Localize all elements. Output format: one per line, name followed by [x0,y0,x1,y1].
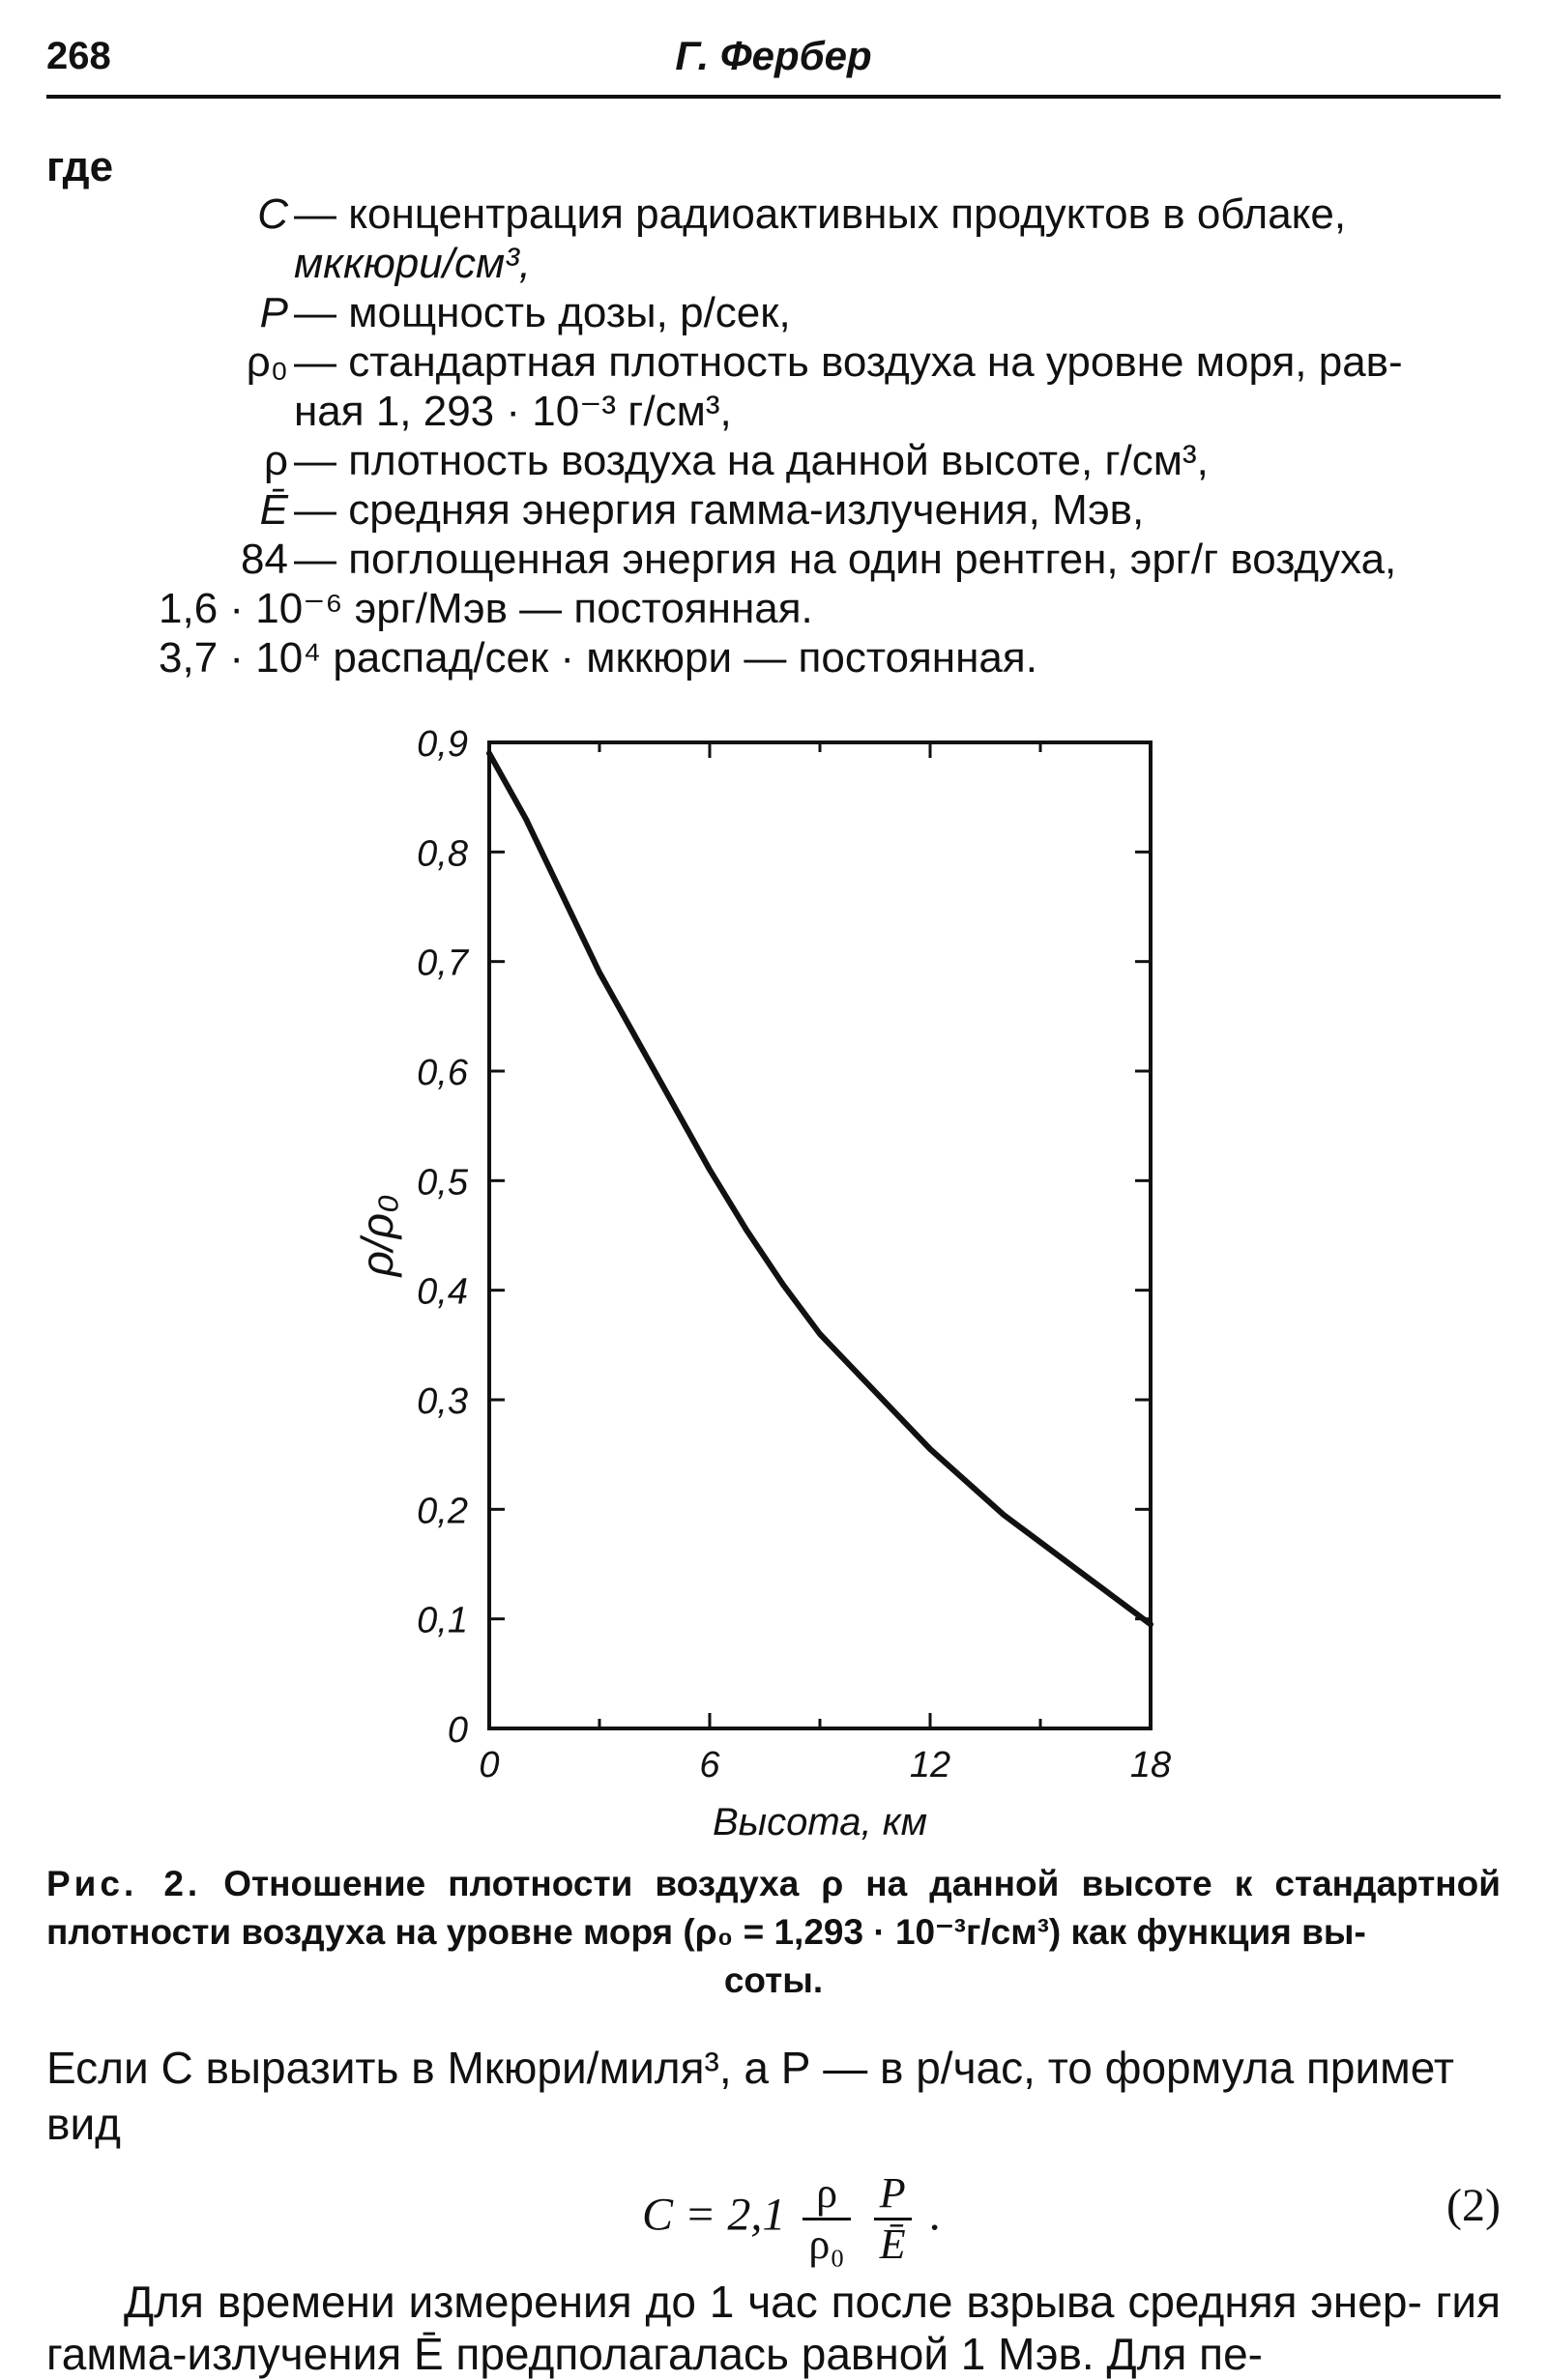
definition-text: — мощность дозы, р/сек, [294,289,791,336]
figure-caption [46,1860,1501,2005]
equation-tail: . [928,2189,941,2241]
y-tick-label: 0,6 [417,1053,468,1093]
definition-symbol: Ē [259,486,288,534]
equation [46,2146,1501,2268]
y-axis-label: ρ/ρ₀ [352,1194,402,1277]
definition-item [145,485,1501,535]
x-tick-label: 18 [1129,1745,1172,1785]
fraction-denominator: Ē [879,2220,906,2268]
x-tick-label: 6 [699,1745,720,1785]
y-tick-label: 0 [447,1710,468,1751]
running-header [46,29,1501,99]
definition-continuation: ная 1, 293 · 10⁻³ г/см³, [294,388,732,435]
caption-text: Отношение плотности воздуха ρ на данной высоте к стандартной плотности воздуха на уровне моря (ρ₀ = 1,293 · 10⁻³г/см³) как функция вы- [46,1864,1501,1952]
y-tick-label: 0,3 [417,1381,468,1422]
definition-text: — поглощенная энергия на один рентген, эрг/г воздуха, [294,536,1397,583]
definition-item [145,535,1501,584]
definition-item [145,436,1501,485]
intro-word: где [46,143,114,190]
y-tick-label: 0,4 [417,1271,468,1313]
definition-item [145,189,1501,288]
definition-text: — средняя энергия гамма-излучения, Мэв, [294,486,1145,534]
definition-item [145,288,1501,337]
definition-continuation: мккюри/см³, [294,240,532,287]
definition-list [145,189,1501,682]
definition-text: — концентрация радиоактивных продуктов в облаке, [294,190,1347,238]
y-tick-label: 0,8 [417,833,468,875]
y-tick-label: 0,7 [417,943,468,984]
y-tick-label: 0,2 [417,1491,468,1532]
definition-text: — стандартная плотность воздуха на уровне моря, рав- [294,338,1403,386]
y-tick-label: 0,1 [417,1600,468,1641]
fraction-denominator: ρ₀ [808,2220,845,2268]
definition-symbol: Р [259,289,288,336]
fraction-numerator: ρ [803,2169,850,2220]
page-number: 268 [46,35,111,77]
density-ratio-chart [309,723,1218,1844]
fraction-numerator: Р [874,2169,912,2220]
definition-symbol: С [257,190,288,238]
constant-line: 3,7 · 10⁴ распад/сек · мккюри — постоянная. [159,634,1037,682]
definition-item [145,337,1501,436]
definition-symbol: ρ [263,437,288,484]
equation-lhs: С = 2,1 [642,2189,786,2241]
x-tick-label: 12 [909,1745,951,1785]
y-tick-label: 0,5 [417,1162,468,1204]
equation-number: (2) [1446,2180,1501,2231]
definition-symbol: 84 [241,536,288,583]
series-line [489,753,1151,1624]
definition-text: — плотность воздуха на данной высоте, г/см³, [294,437,1209,484]
constant-line: 1,6 · 10⁻⁶ эрг/Мэв — постоянная. [159,585,813,632]
x-tick-label: 0 [479,1745,500,1785]
paragraph: Если С выразить в Мкюри/миля³, а Р — в р/час, то формула примет вид [46,2043,1454,2149]
caption-label: Рис. 2. [46,1864,202,1903]
y-tick-label: 0,9 [417,724,468,765]
x-axis-label: Высота, км [712,1801,928,1843]
caption-end: соты. [723,1960,824,2000]
plot-frame [489,742,1151,1728]
running-title: Г. Фербер [675,33,872,78]
paragraph: Для времени измерения до 1 час после взрыва средняя энер- гия гамма-излучения Ē предполагалась равной 1 Мэв. Для пе- [46,2277,1501,2379]
definition-symbol: ρ₀ [246,338,288,386]
